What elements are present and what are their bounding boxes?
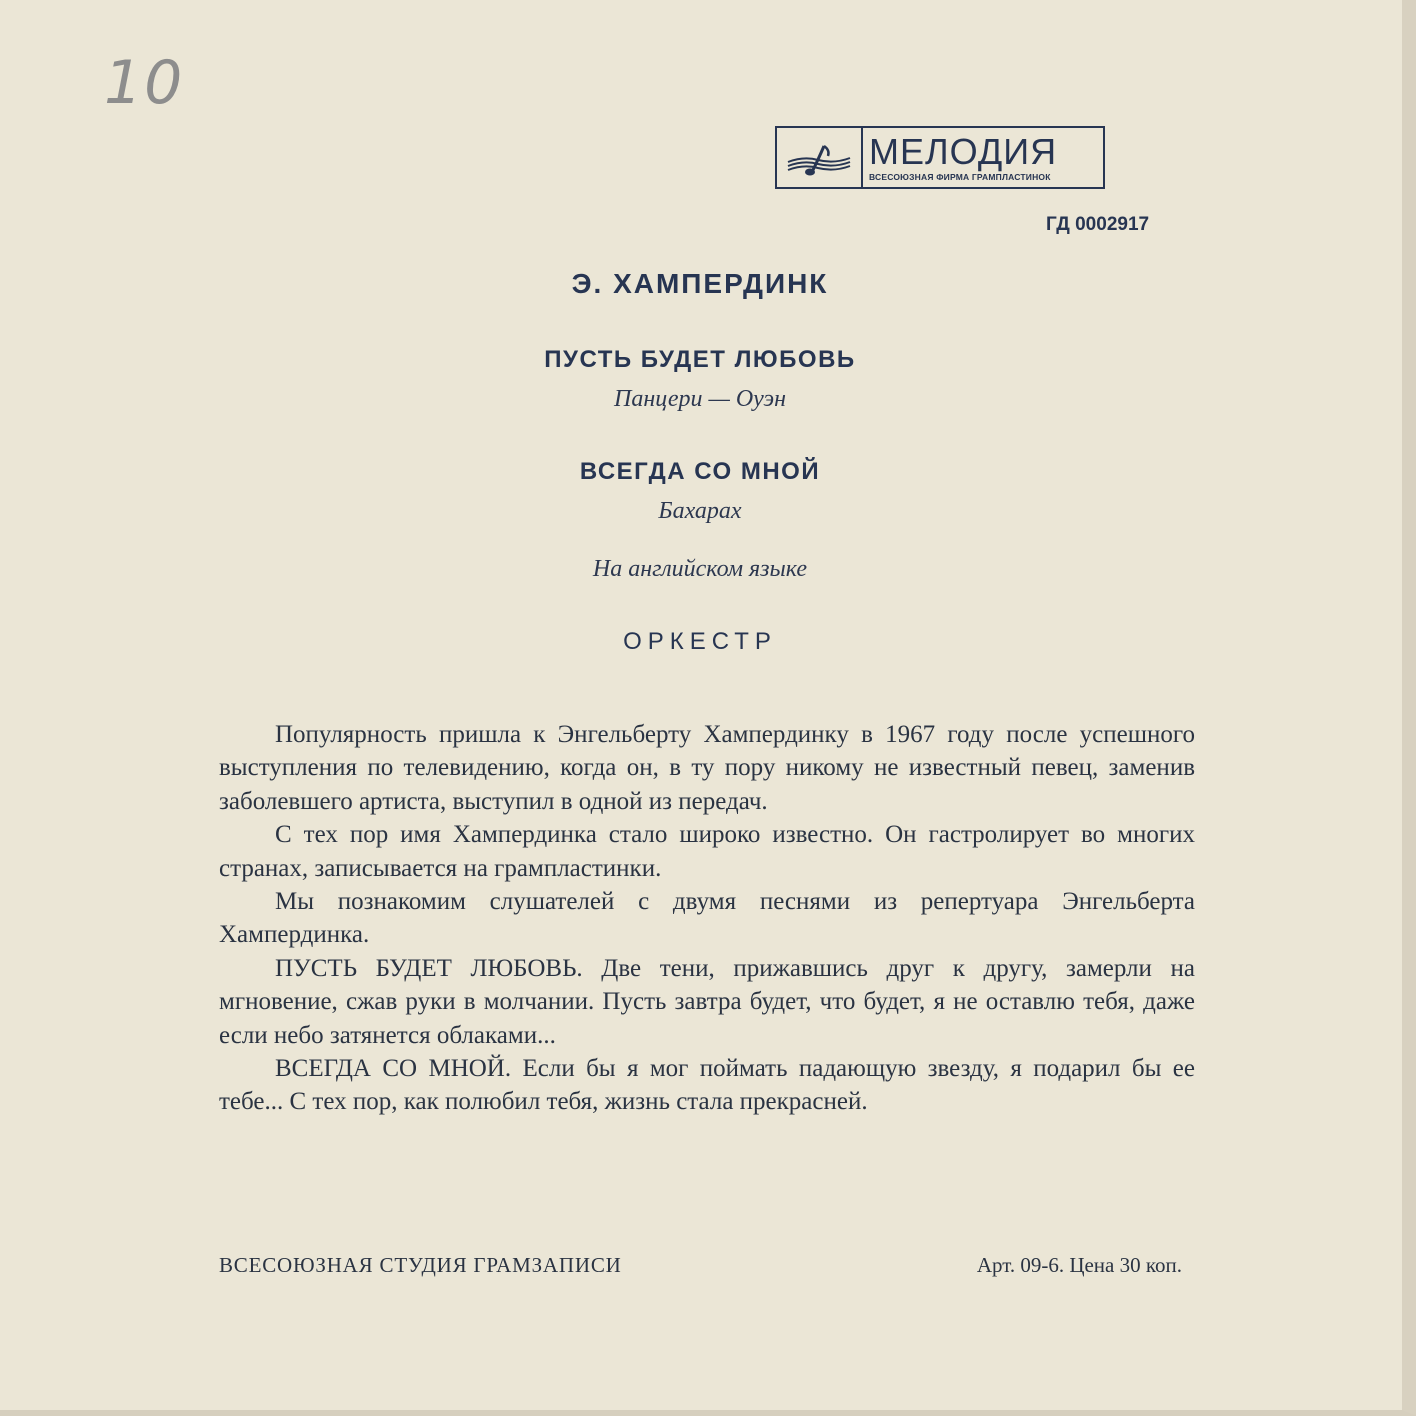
orchestra-label: ОРКЕСТР — [623, 628, 777, 655]
song-title: ПУСТЬ БУДЕТ ЛЮБОВЬ — [544, 346, 856, 373]
liner-paragraph: ПУСТЬ БУДЕТ ЛЮБОВЬ. Две тени, прижавшись друг к другу, замерли на мгновение, сжав руки в молчании. Пусть завтра будет, что будет, я не оставлю тебя, даже если небо затянется облаками... — [219, 954, 1195, 1049]
melodiya-note-emblem-icon — [777, 128, 863, 187]
logo-subtitle: ВСЕСОЮЗНАЯ ФИРМА ГРАМПЛАСТИНОК — [869, 171, 1051, 182]
liner-notes — [219, 718, 1195, 1119]
song-credit: Панцери — Оуэн — [614, 386, 786, 412]
handwritten-pencil-note: 10 — [104, 48, 185, 118]
melodiya-logo — [775, 126, 1105, 189]
song-credit: Бахарах — [658, 498, 742, 524]
language-note: На английском языке — [592, 556, 808, 582]
logo-text-block — [863, 128, 1103, 187]
studio-credit: ВСЕСОЮЗНАЯ СТУДИЯ ГРАМЗАПИСИ — [219, 1253, 622, 1277]
liner-paragraph: Популярность пришла к Энгельберту Хампердинку в 1967 году после успешного выступления по телевидению, когда он, в ту пору никому не известный певец, заменив заболевшего артиста, выступил в одной из передач. — [219, 721, 1195, 815]
artist-name: Э. ХАМПЕРДИНК — [571, 268, 829, 299]
logo-name: МЕЛОДИЯ — [869, 130, 1058, 172]
catalog-number: ГД 0002917 — [1046, 214, 1150, 235]
song-block-2 — [0, 458, 1400, 525]
price-label: Арт. 09-6. Цена 30 коп. — [976, 1253, 1182, 1277]
liner-paragraph: Мы познакомим слушателей с двумя песнями из репертуара Энгельберта Хампердинка. — [219, 888, 1195, 949]
liner-paragraph: С тех пор имя Хампердинка стало широко известно. Он гастролирует во многих странах, записывается на грампластинки. — [219, 821, 1195, 882]
song-block-1 — [0, 346, 1400, 413]
liner-paragraph: ВСЕГДА СО МНОЙ. Если бы я мог поймать падающую звезду, я подарил бы ее тебе... С тех пор, как полюбил тебя, жизнь стала прекрасней. — [219, 1055, 1195, 1116]
song-title: ВСЕГДА СО МНОЙ — [579, 458, 821, 485]
